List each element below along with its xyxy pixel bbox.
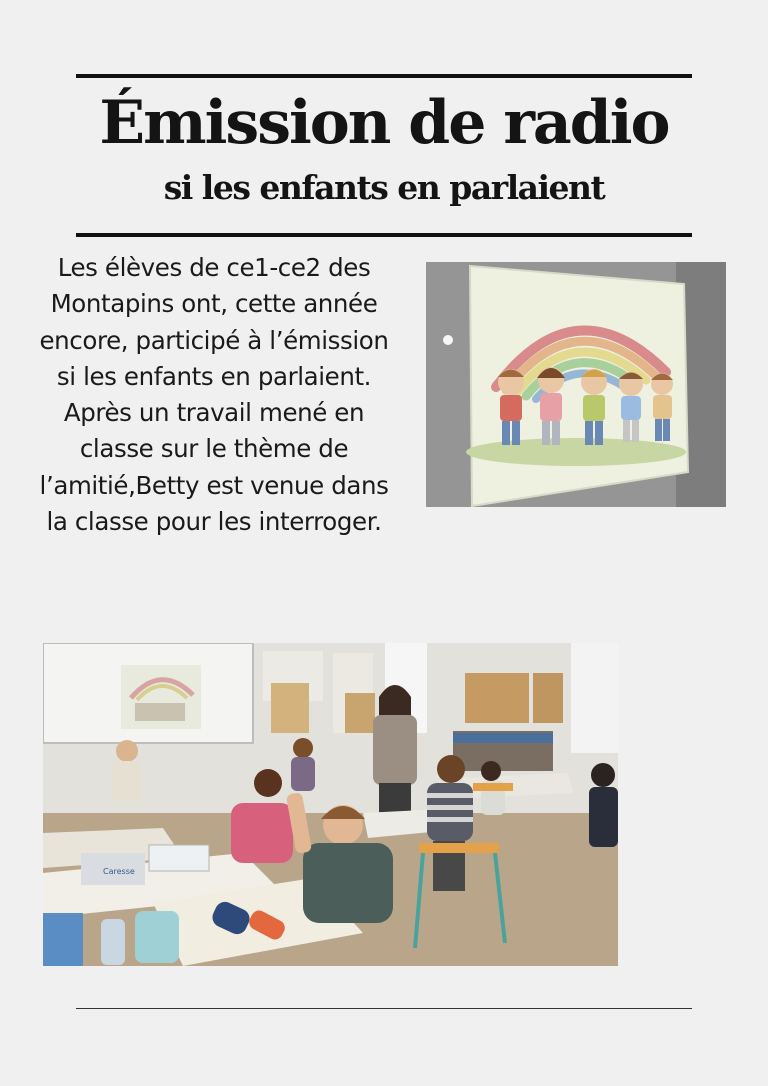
top-rule	[76, 74, 692, 78]
article-line: Montapins ont, cette année	[50, 289, 378, 319]
classroom-scene-image	[43, 643, 618, 966]
article-line: la classe pour les interroger.	[46, 507, 382, 537]
page-title: Émission de radio	[99, 88, 669, 158]
article-line: encore, participé à l’émission	[39, 325, 389, 355]
page-subtitle: si les enfants en parlaient	[163, 168, 605, 207]
title-divider	[76, 233, 692, 237]
classroom-photo	[43, 643, 618, 966]
article-line: classe sur le thème de	[79, 434, 349, 464]
bottom-rule	[76, 1008, 692, 1009]
article-line: Les élèves de ce1-ce2 des	[57, 253, 371, 282]
article-line: Après un travail mené en	[63, 398, 365, 428]
article-text	[0, 250, 428, 540]
article-line: si les enfants en parlaient.	[56, 361, 372, 391]
projection-photo	[426, 262, 726, 507]
projected-rainbow-children-image	[426, 262, 726, 507]
box-label: Caresse	[103, 867, 135, 876]
article-line: l’amitié,Betty est venue dans	[39, 470, 389, 500]
